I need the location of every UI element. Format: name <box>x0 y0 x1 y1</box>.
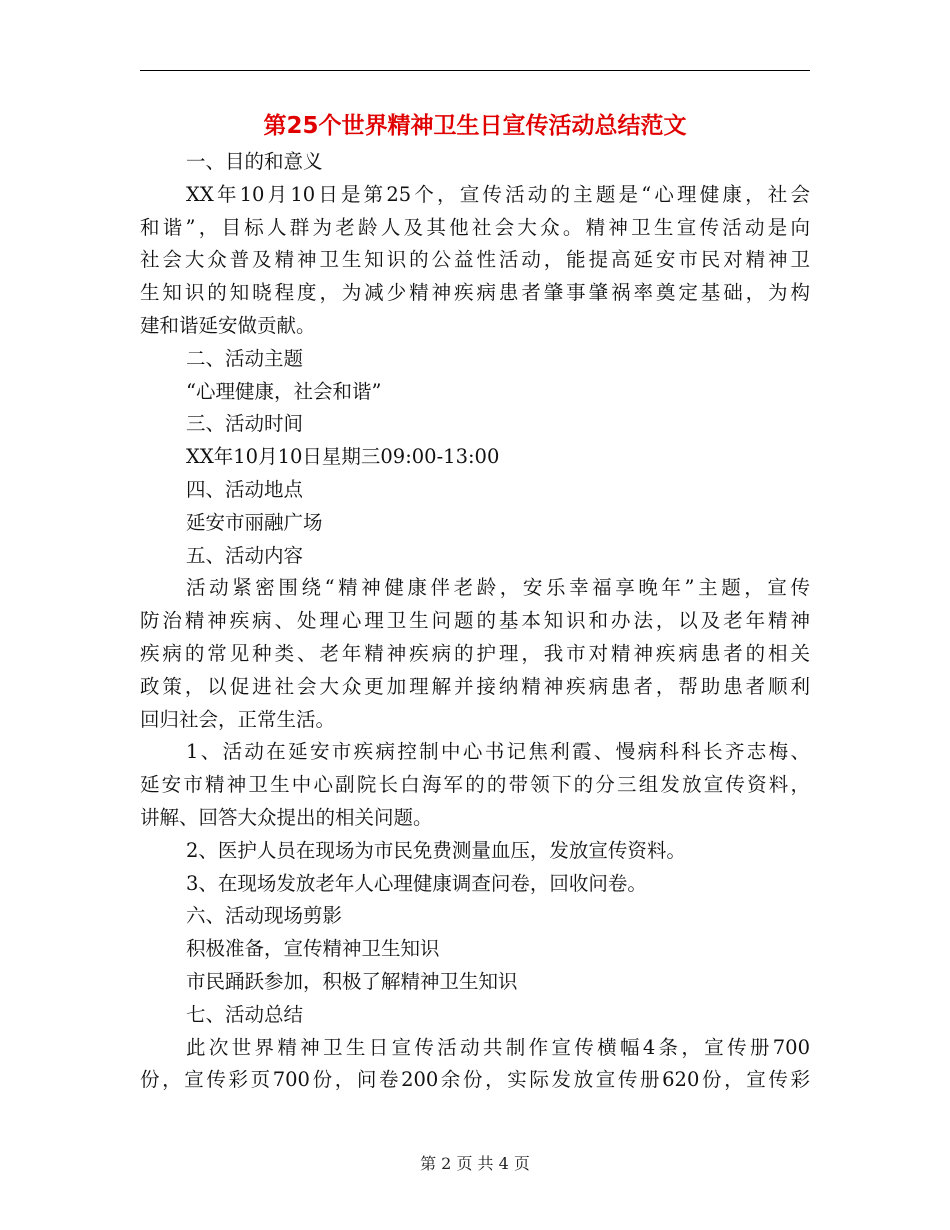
document-body <box>140 146 810 1097</box>
body-line: XX年10月10日是第25个，宣传活动的主题是“心理健康，社会 <box>186 182 810 206</box>
body-line: 六、活动现场剪影 <box>186 904 343 928</box>
body-line: 讲解、回答大众提出的相关问题。 <box>140 805 433 829</box>
body-line: “心理健康，社会和谐” <box>186 379 382 403</box>
body-line: 延安市丽融广场 <box>186 510 323 534</box>
body-line: 延安市精神卫生中心副院长白海军的的带领下的分三组发放宣传资料， <box>140 773 810 797</box>
body-line: 社会大众普及精神卫生知识的公益性活动，能提高延安市民对精神卫 <box>140 248 810 272</box>
body-line: 二、活动主题 <box>186 346 304 370</box>
body-line: 生知识的知晓程度，为减少精神疾病患者肇事肇祸率奠定基础，为构 <box>140 281 810 305</box>
body-line: 活动紧密围绕“精神健康伴老龄，安乐幸福享晚年”主题，宣传 <box>186 576 810 600</box>
body-line: 三、活动时间 <box>186 412 304 436</box>
body-line: 四、活动地点 <box>186 477 304 501</box>
body-line: 此次世界精神卫生日宣传活动共制作宣传横幅4条，宣传册700 <box>186 1035 810 1059</box>
document-title: 第25个世界精神卫生日宣传活动总结范文 <box>263 113 687 139</box>
body-line: 市民踊跃参加，积极了解精神卫生知识 <box>186 969 518 993</box>
body-line: 政策，以促进社会大众更加理解并接纳精神疾病患者，帮助患者顺利 <box>140 674 810 698</box>
body-line: 防治精神疾病、处理心理卫生问题的基本知识和办法，以及老年精神 <box>140 609 810 633</box>
header-rule <box>140 70 810 71</box>
body-line: 2、医护人员在现场为市民免费测量血压，发放宣传资料。 <box>186 838 686 862</box>
body-line: 七、活动总结 <box>186 1002 304 1026</box>
body-line: XX年10月10日星期三09:00-13:00 <box>186 445 500 469</box>
page-footer: 第 2 页 共 4 页 <box>420 1154 530 1173</box>
body-line: 一、目的和意义 <box>186 150 323 173</box>
body-line: 份，宣传彩页700份，问卷200余份，实际发放宣传册620份，宣传彩 <box>140 1068 810 1092</box>
body-line: 1、活动在延安市疾病控制中心书记焦利霞、慢病科科长齐志梅、 <box>186 740 810 764</box>
body-line: 积极准备，宣传精神卫生知识 <box>186 937 440 961</box>
body-line: 回归社会，正常生活。 <box>140 707 336 731</box>
body-line: 3、在现场发放老年人心理健康调查问卷，回收问卷。 <box>186 871 647 895</box>
body-line: 建和谐延安做贡献。 <box>140 313 316 337</box>
body-line: 和谐”，目标人群为老龄人及其他社会大众。精神卫生宣传活动是向 <box>140 215 810 239</box>
body-line: 五、活动内容 <box>186 543 304 567</box>
body-line: 疾病的常见种类、老年精神疾病的护理，我市对精神疾病患者的相关 <box>140 641 810 665</box>
